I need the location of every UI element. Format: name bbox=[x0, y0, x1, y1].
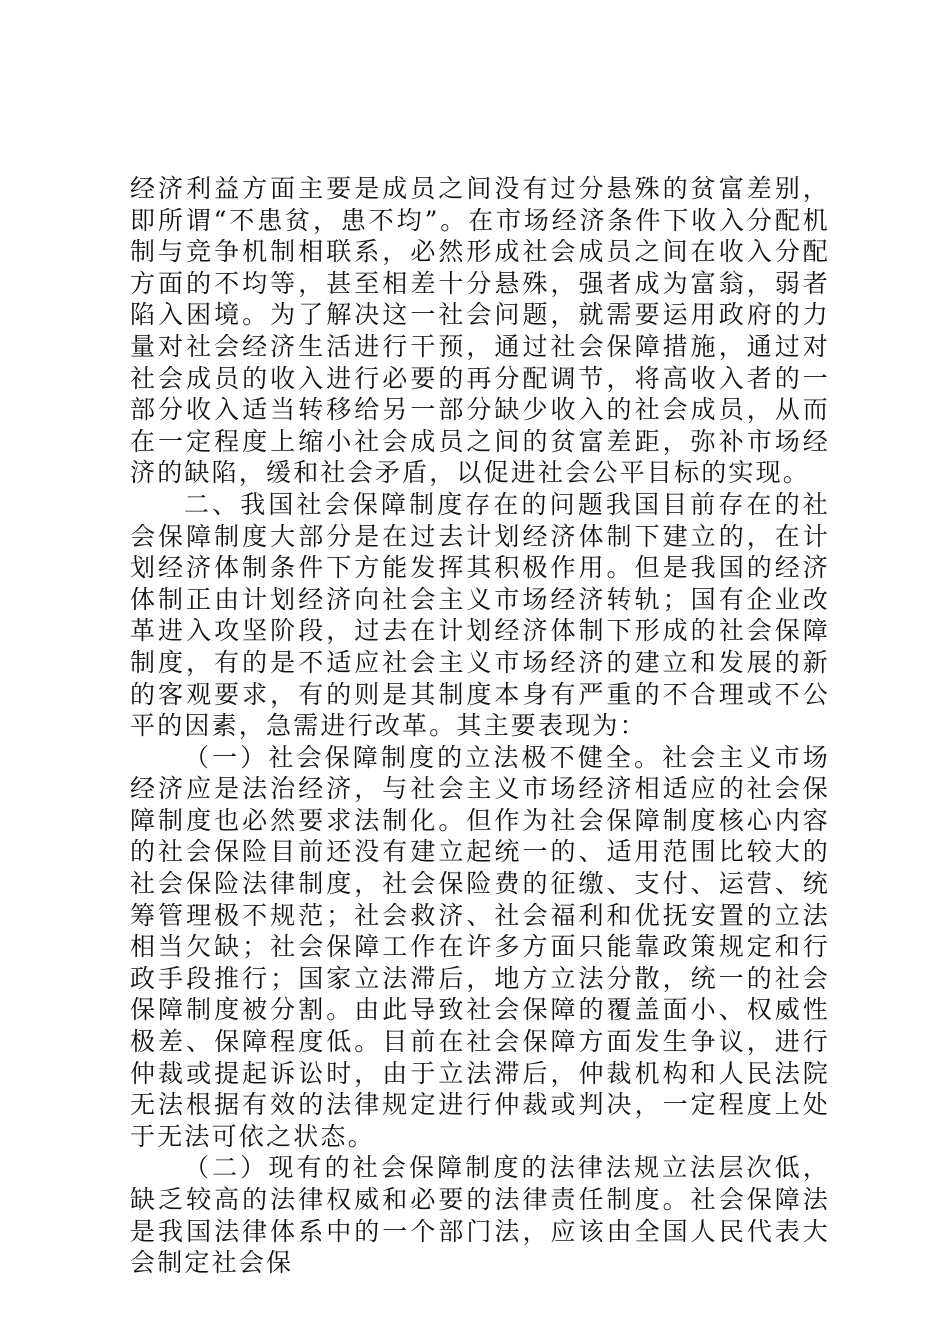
document-body bbox=[130, 173, 830, 1279]
paragraph-section-two-problems: 二、我国社会保障制度存在的问题我国目前存在的社会保障制度大部分是在过去计划经济体制下建立的，在计划经济体制条件下方能发挥其积极作用。但是我国的经济体制正由计划经济向社会主义市场经济转轨；国有企业改革进入攻坚阶段，过去在计划经济体制下形成的社会保障制度，有的是不适应社会主义市场经济的建立和发展的新的客观要求，有的则是其制度本身有严重的不合理或不公平的因素，急需进行改革。其主要表现为： bbox=[130, 489, 830, 741]
paragraph-item-two-legal-level: （二）现有的社会保障制度的法律法规立法层次低，缺乏较高的法律权威和必要的法律责任制度。社会保障法是我国法律体系中的一个部门法，应该由全国人民代表大会制定社会保 bbox=[130, 1153, 830, 1278]
paragraph-item-one-legislation: （一）社会保障制度的立法极不健全。社会主义市场经济应是法治经济，与社会主义市场经济相适应的社会保障制度也必然要求法制化。但作为社会保障制度核心内容的社会保险目前还没有建立起统一的、适用范围比较大的社会保险法律制度，社会保险费的征缴、支付、运营、统筹管理极不规范；社会救济、社会福利和优抚安置的立法相当欠缺；社会保障工作在许多方面只能靠政策规定和行政手段推行；国家立法滞后，地方立法分散，统一的社会保障制度被分割。由此导致社会保障的覆盖面小、权威性极差、保障程度低。目前在社会保障方面发生争议，进行仲裁或提起诉讼时，由于立法滞后，仲裁机构和人民法院无法根据有效的法律规定进行仲裁或判决，一定程度上处于无法可依之状态。 bbox=[130, 742, 830, 1151]
paragraph-economic-interests: 经济利益方面主要是成员之间没有过分悬殊的贫富差别，即所谓“不患贫，患不均”。在市场经济条件下收入分配机制与竞争机制相联系，必然形成社会成员之间在收入分配方面的不均等，甚至相差十分悬殊，强者成为富翁，弱者陷入困境。为了解决这一社会问题，就需要运用政府的力量对社会经济生活进行干预，通过社会保障措施，通过对社会成员的收入进行必要的再分配调节，将高收入者的一部分收入适当转移给另一部分缺少收入的社会成员，从而在一定程度上缩小社会成员之间的贫富差距，弥补市场经济的缺陷，缓和社会矛盾，以促进社会公平目标的实现。 bbox=[130, 174, 830, 488]
